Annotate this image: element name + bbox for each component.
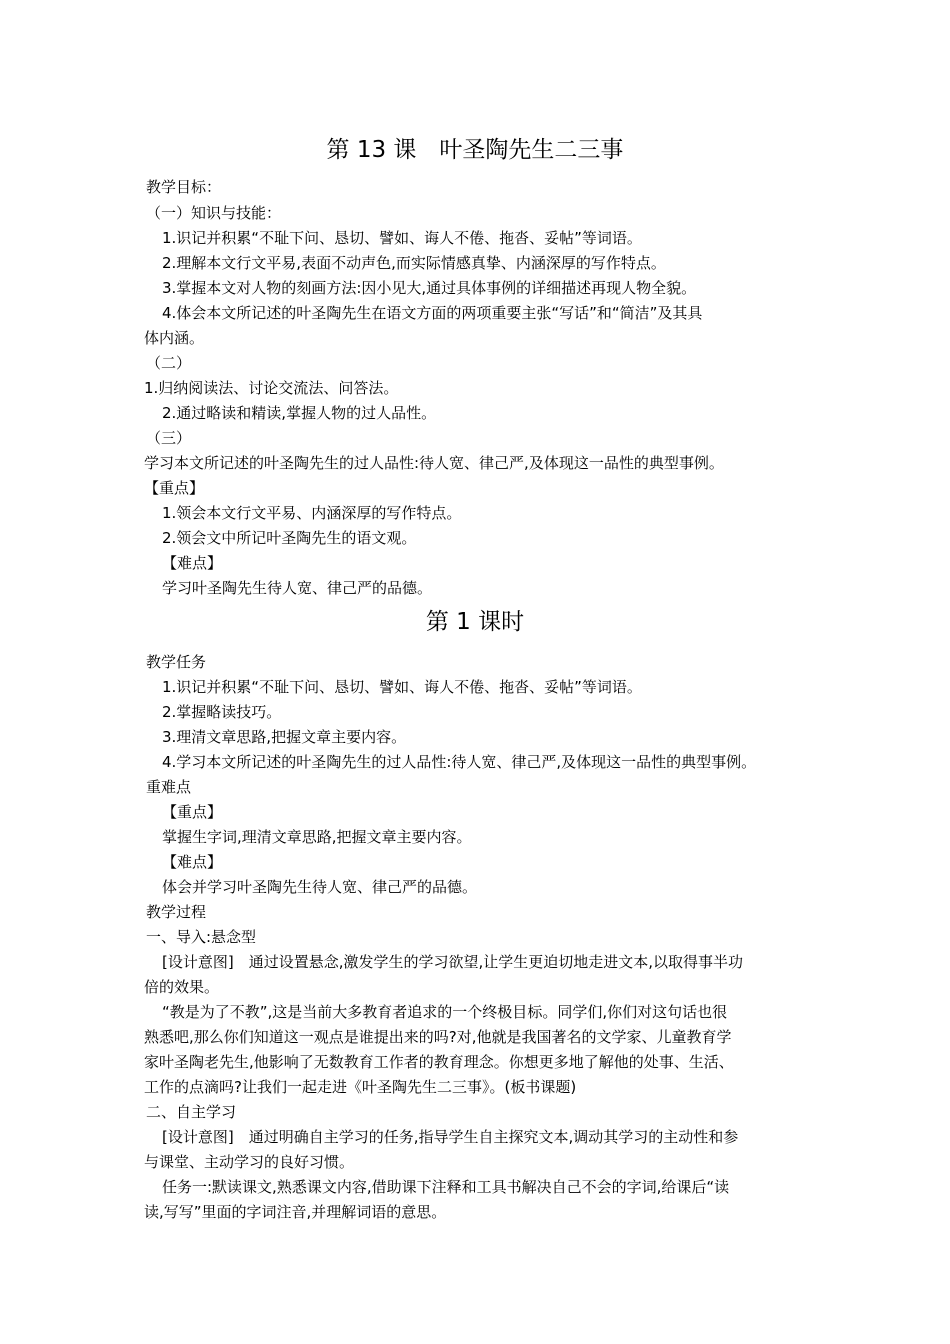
difficulty-item: 体会并学习叶圣陶先生待人宽、律己严的品德。 [162,878,478,896]
key-point-heading: 【重点】 [162,803,223,821]
page-title: 第 13 课 叶圣陶先生二三事 [326,137,624,163]
process-heading: 教学过程 [146,903,207,921]
paragraph-line: 工作的点滴吗?让我们一起走进《叶圣陶先生二三事》。(板书课题) [144,1078,577,1096]
design-intent-line: [设计意图] 通过明确自主学习的任务,指导学生自主探究文本,调动其学习的主动性和参 [162,1128,739,1146]
objective-item: 2.理解本文行文平易,表面不动声色,而实际情感真挚、内涵深厚的写作特点。 [162,254,666,272]
section-3-heading: （三） [146,429,192,447]
lesson-title: 第 1 课时 [425,609,525,635]
objective-item: 4.体会本文所记述的叶圣陶先生在语文方面的两项重要主张“写话”和“简洁”及其具 [162,304,703,322]
task-item: 2.掌握略读技巧。 [162,703,282,721]
difficulty-heading: 【难点】 [162,853,223,871]
key-point-heading: 【重点】 [144,479,205,497]
objectives-heading: 教学目标： [146,178,222,196]
design-intent-line: 与课堂、主动学习的良好习惯。 [144,1153,355,1171]
task-item: 1.识记并积累“不耻下问、恳切、譬如、诲人不倦、拖沓、妥帖”等词语。 [162,678,642,696]
paragraph-line: “教是为了不教”,这是当前大多教育者追求的一个终极目标。同学们,你们对这句话也很 [162,1003,728,1021]
section-2-heading: （二） [146,354,192,372]
key-point-item: 掌握生字词,理清文章思路,把握文章主要内容。 [162,828,472,846]
objective-item: 1.识记并积累“不耻下问、恳切、譬如、诲人不倦、拖沓、妥帖”等词语。 [162,229,642,247]
design-intent-line: [设计意图] 通过设置悬念,激发学生的学习欲望,让学生更迫切地走进文本,以取得事半功 [162,953,744,971]
objective-item: 3.掌握本文对人物的刻画方法:因小见大,通过具体事例的详细描述再现人物全貌。 [162,279,697,297]
key-point-item: 2.领会文中所记叶圣陶先生的语文观。 [162,529,417,547]
value-item: 学习本文所记述的叶圣陶先生的过人品性:待人宽、律己严,及体现这一品性的典型事例。 [144,454,724,472]
method-item: 1.归纳阅读法、讨论交流法、问答法。 [144,379,399,397]
paragraph-line: 读,写写”里面的字词注音,并理解词语的意思。 [144,1203,447,1221]
paragraph-line: 熟悉吧,那么你们知道这一观点是谁提出来的吗?对,他就是我国著名的文学家、儿童教育学 [144,1028,732,1046]
objective-item-continued: 体内涵。 [144,329,205,347]
section-1-heading: （一）知识与技能： [146,204,282,222]
task-item: 4.学习本文所记述的叶圣陶先生的过人品性:待人宽、律己严,及体现这一品性的典型事例。 [162,753,757,771]
key-difficulty-heading: 重难点 [146,778,192,796]
paragraph-line: 任务一:默读课文,熟悉课文内容,借助课下注释和工具书解决自己不会的字词,给课后“读 [162,1178,730,1196]
design-intent-line: 倍的效果。 [144,978,220,996]
key-point-item: 1.领会本文行文平易、内涵深厚的写作特点。 [162,504,462,522]
step-heading: 一、导入:悬念型 [146,928,257,946]
difficulty-item: 学习叶圣陶先生待人宽、律己严的品德。 [162,579,433,597]
task-item: 3.理清文章思路,把握文章主要内容。 [162,728,407,746]
difficulty-heading: 【难点】 [162,554,223,572]
method-item: 2.通过略读和精读,掌握人物的过人品性。 [162,404,437,422]
task-heading: 教学任务 [146,653,207,671]
step-heading: 二、自主学习 [146,1103,237,1121]
paragraph-line: 家叶圣陶老先生,他影响了无数教育工作者的教育理念。你想更多地了解他的处事、生活、 [144,1053,734,1071]
